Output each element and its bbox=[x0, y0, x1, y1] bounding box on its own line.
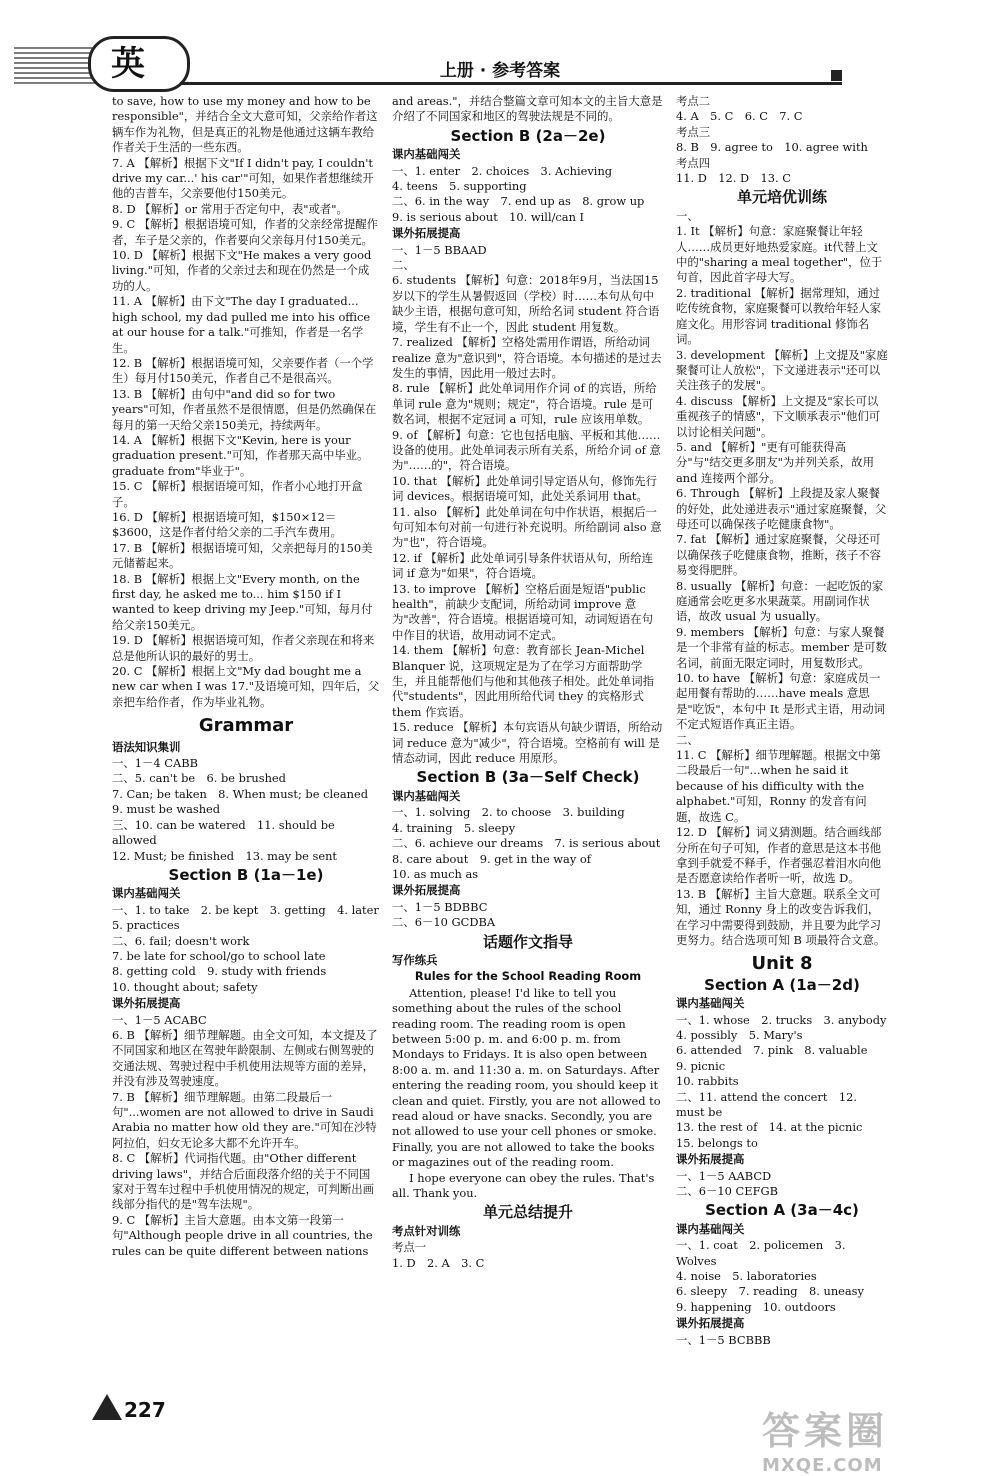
answer-item: 8. C 【解析】代词指代题。由"Other different driving laws"，并结合后面段落介绍的关于不同国家对于驾车过程中手机使用情况的规定，可判断出画线部分指代的是"驾车法规"。 bbox=[112, 1151, 374, 1212]
answer-line: 三、10. can be watered 11. should be allowed bbox=[112, 817, 335, 848]
section-heading: Section B (1a－1e) bbox=[168, 865, 324, 884]
answer-line: 考点三 bbox=[676, 124, 711, 139]
answer-line: 一、1. whose 2. trucks 3. anybody bbox=[676, 1012, 887, 1027]
answer-line: 一、1－5 BDBBC bbox=[392, 899, 488, 914]
answer-line: 15. belongs to bbox=[676, 1135, 758, 1150]
section-heading: 单元总结提升 bbox=[482, 1203, 573, 1222]
answer-line: 12. Must; be finished 13. may be sent bbox=[112, 848, 337, 863]
answer-item: 9. C 【解析】主旨大意题。由本文第一段第一句"Although people drive in all countries, the rules can be quite different between nations bbox=[112, 1212, 373, 1258]
answer-item: 12. B 【解析】根据语境可知，父亲要作者（一个学生）每月付150美元，作者自己不是很高兴。 bbox=[112, 355, 374, 386]
answer-item: 14. A 【解析】根据下文"Kevin, here is your graduation present."可知，作者那天高中毕业。graduate from"毕业于"。 bbox=[112, 432, 369, 478]
subheading: 课外拓展提高 bbox=[392, 226, 461, 241]
column-right bbox=[676, 94, 888, 1348]
answer-line: 9. must be washed bbox=[112, 802, 221, 817]
answer-line: 一、 bbox=[676, 208, 699, 223]
answer-item: 13. B 【解析】主旨大意题。联系全文可知，通过 Ronny 身上的改变告诉我们，在学习中需要得到鼓励，并且要为此学习更努力。结合选项可知 B 项最符合文意。 bbox=[676, 886, 886, 947]
answer-item: 7. B 【解析】细节理解题。由第二段最后一句"...women are not allowed to drive in Saudi Arabia no matter how old they are."可知在沙特阿拉伯，妇女无论多大都不允许开车。 bbox=[112, 1089, 377, 1150]
page-title: 上册 · 参考答案 bbox=[439, 61, 561, 81]
answer-item: 3. development 【解析】上文提及"家庭聚餐可让人放松"，下文递进表示"还可以关注孩子的发展"。 bbox=[676, 347, 888, 393]
subheading: 课内基础闯关 bbox=[392, 788, 461, 803]
answer-item: 16. D 【解析】根据语境可知，$150×12＝$3600，这是作者付给父亲的二手汽车费用。 bbox=[112, 509, 342, 540]
answer-item: 7. fat 【解析】通过家庭聚餐，父母还可以确保孩子吃健康食物，推断，孩子不容易变得肥胖。 bbox=[676, 532, 882, 578]
answer-item: 12. D 【解析】词义猜测题。结合画线部分所在句子可知，作者的意思是这本书他拿到手就爱不释手，作者强忍着泪水向他是否愿意读给作者听一听，故选 D。 bbox=[676, 825, 882, 886]
header-rule bbox=[180, 82, 842, 85]
answer-line: 二、6. fail; doesn't work bbox=[112, 933, 250, 948]
answer-line: 4. A 5. C 6. C 7. C bbox=[676, 109, 803, 124]
header-square-icon bbox=[831, 70, 842, 81]
column-middle bbox=[392, 94, 664, 1271]
answer-item: 10. to have 【解析】句意：家庭成员一起用餐有帮助的……have meals 意思是"吃饭"，本句中 It 是形式主语，用动词不定式短语作真正主语。 bbox=[676, 671, 886, 732]
answer-item: 11. A 【解析】由下文"The day I graduated... high school, my dad pulled me into his office at our house for a talk."可推知，作者是一名学生。 bbox=[112, 294, 371, 355]
unit-heading: Unit 8 bbox=[751, 953, 813, 975]
answer-item: 19. D 【解析】根据语境可知，作者父亲现在和将来总是他所认识的最好的男士。 bbox=[112, 633, 375, 663]
answer-line: 考点四 bbox=[676, 155, 711, 170]
answer-item: 8. usually 【解析】句意：一起吃饭的家庭通常会吃更多水果蔬菜。用副词作状语，故改 usual 为 usually。 bbox=[676, 578, 884, 624]
answer-line: 4. teens 5. supporting bbox=[392, 179, 527, 194]
answer-line: 11. D 12. D 13. C bbox=[676, 171, 791, 186]
answer-item: 13. to improve 【解析】空格后面是短语"public health"，前缺少支配词，所给动词 improve 意为"改善"，符合语境。根据语境可知，动词短语在句中作目的状语，故用动词不定式。 bbox=[392, 581, 654, 642]
answer-line: 5. practices bbox=[112, 918, 180, 933]
answer-line: 一、1－5 BCBBB bbox=[676, 1332, 771, 1347]
answer-line: 6. attended 7. pink 8. valuable 9. picnic bbox=[676, 1043, 879, 1073]
subheading: 课外拓展提高 bbox=[676, 1316, 745, 1331]
answer-line: 8. B 9. agree to 10. agree with bbox=[676, 140, 868, 155]
answer-item: 11. also 【解析】此处单词在句中作状语，根据后一句可知本句对前一句进行补充说明。所给副词 also 意为"也"，符合语境。 bbox=[392, 504, 662, 550]
answer-line: 二、 bbox=[392, 258, 415, 273]
answer-line: 13. the rest of 14. at the picnic bbox=[676, 1120, 863, 1135]
answer-item: 6. B 【解析】细节理解题。由全文可知，本文提及了不同国家和地区在驾驶年龄限制、左侧或右侧驾驶的交通法规、驾驶过程中手机使用法规等方面的差异，并没有涉及驾驶速度。 bbox=[112, 1027, 378, 1089]
subheading: 写作练兵 bbox=[392, 952, 438, 967]
answer-line: 二、6. achieve our dreams 7. is serious about bbox=[392, 836, 661, 851]
answer-list bbox=[112, 94, 380, 710]
answer-line: 一、1－5 AABCD bbox=[676, 1168, 772, 1183]
answer-line: 一、1. solving 2. to choose 3. building bbox=[392, 805, 625, 820]
subheading: 课内基础闯关 bbox=[392, 147, 461, 162]
page-header bbox=[0, 0, 1000, 92]
answer-item: 12. if 【解析】此处单词引导条件状语从句，所给连词 if 意为"如果"，符合语境。 bbox=[392, 550, 654, 581]
answer-item: 9. of 【解析】句意：它也包括电脑、平板和其他……设备的使用。此处单词表示所有关系，所给介词 of 意为"……的"，符合语境。 bbox=[392, 427, 661, 473]
answer-item: 13. B 【解析】由句中"and did so for two years"可知，作者虽然不是很情愿，但是仍然确保在每月的第一天给父亲150美元，持续两年。 bbox=[112, 386, 377, 432]
answer-item: 7. realized 【解析】空格处需用作谓语，所给动词 realize 意为"意识到"，符合语境。本句描述的是过去发生的事情，因此用一般过去时。 bbox=[392, 335, 662, 380]
answer-line: 4. noise 5. laboratories bbox=[676, 1269, 817, 1284]
answer-line: 考点二 bbox=[676, 94, 711, 108]
answer-item: 9. members 【解析】句意：与家人聚餐是一个非常有益的标志。member 是可数名词，前面无限定词时，用复数形式。 bbox=[676, 624, 887, 670]
answer-item: 11. C 【解析】细节理解题。根据文中第二段最后一句"...when he said it because of his difficulty with the alphabet."可知，Ronny 的发音有问题，故选 C。 bbox=[676, 748, 881, 824]
subheading: 课内基础闯关 bbox=[676, 1221, 745, 1236]
subheading: 课内基础闯关 bbox=[676, 996, 745, 1011]
answer-line: 8. care about 9. get in the way of bbox=[392, 851, 591, 866]
subject-logo: 英 bbox=[88, 36, 190, 92]
answer-line: 6. sleepy 7. reading 8. uneasy bbox=[676, 1284, 864, 1299]
answer-item: 7. A 【解析】根据下文"If I didn't pay, I couldn't drive my car...' his car'"可知，如果作者想继续开他的吉普车，父亲要他付150美元。 bbox=[112, 155, 374, 201]
answer-item: 9. C 【解析】根据语境可知，作者的父亲经常提醒作者，车子是父亲的，作者要向父亲每月付150美元。 bbox=[112, 217, 379, 247]
answer-line: 一、1. to take 2. be kept 3. getting 4. later bbox=[112, 902, 379, 917]
answer-line: 1. D 2. A 3. C bbox=[392, 1255, 485, 1270]
answer-line: 二、6－10 CEFGB bbox=[676, 1184, 778, 1199]
answer-line: 4. training 5. sleepy bbox=[392, 820, 516, 835]
answer-item: 15. reduce 【解析】本句宾语从句缺少谓语，所给动词 reduce 意为"减少"，符合语境。空格前有 will 是情态动词，因此 reduce 用原形。 bbox=[392, 720, 663, 766]
answer-line: 考点一 bbox=[392, 1240, 427, 1255]
answer-item: 18. B 【解析】根据上文"Every month, on the first day, he asked me to... him $150 if I wanted to keep driving my Jeep."可知，每月付给父亲150美元。 bbox=[112, 571, 373, 632]
subheading: 课外拓展提高 bbox=[112, 996, 181, 1011]
answer-item: 10. that 【解析】此处单词引导定语从句，修饰先行词 devices。根据语境可知，此处关系词用 that。 bbox=[392, 473, 658, 504]
answer-line: 一、1. enter 2. choices 3. Achieving bbox=[392, 163, 613, 178]
answer-item: to save, how to use my money and how to be responsible"，并结合全文大意可知，父亲给作者这辆车作为礼物，但是真正的礼物是他通过这辆车教给作者关于生活的一些东西。 bbox=[112, 94, 378, 155]
answer-line: 二、11. attend the concert 12. must be bbox=[676, 1089, 857, 1119]
answer-item: 14. them 【解析】句意：教育部长 Jean-Michel Blanquer 说，这项规定是为了在学习方面帮助学生，并且能帮他们与他和其他孩子相处。此处单词指代"students"，因此用所给代词 they 的宾格形式 them 作宾语。 bbox=[392, 643, 654, 719]
section-heading: Section A (3a－4c) bbox=[705, 1201, 859, 1220]
answer-line: 二、6－10 GCDBA bbox=[392, 915, 496, 930]
answer-line: 二、6. in the way 7. end up as 8. grow up bbox=[392, 194, 645, 209]
answer-item: 4. discuss 【解析】上文提及"家长可以重视孩子的情感"，下文顺承表示"他们可以讨论相关问题"。 bbox=[676, 393, 881, 439]
section-heading: 话题作文指导 bbox=[482, 932, 573, 951]
answer-item: 1. It 【解析】句意：家庭聚餐让年轻人……成员更好地热爱家庭。it代替上文中的"sharing a meal together"，位于句首，因此首字母大写。 bbox=[676, 224, 883, 285]
answer-line: 二、5. can't be 6. be brushed bbox=[112, 771, 286, 786]
answer-item: 10. D 【解析】根据下文"He makes a very good living."可知，作者的父亲过去和现在仍然是一个成功的人。 bbox=[112, 248, 372, 293]
watermark-url: MXQE.COM bbox=[762, 1455, 883, 1476]
answer-item: 5. and 【解析】"更有可能获得高分"与"结交更多朋友"为并列关系，故用 and 连接两个部分。 bbox=[676, 439, 874, 485]
answer-line: 7. be late for school/go to school late bbox=[112, 948, 326, 963]
answer-line: 4. possibly 5. Mary's bbox=[676, 1027, 803, 1042]
answer-item: 15. C 【解析】根据语境可知，作者小心地打开盒子。 bbox=[112, 479, 363, 509]
answer-line: 10. rabbits bbox=[676, 1074, 739, 1089]
answer-item: 17. B 【解析】根据语境可知，父亲把每月的150美元储蓄起来。 bbox=[112, 540, 373, 571]
answer-item: 20. C 【解析】根据上文"My dad bought me a new car when I was 17."及语境可知，四年后，父亲把车给作者，作为毕业礼物。 bbox=[112, 664, 380, 709]
section-heading: Section A (1a－2d) bbox=[704, 975, 860, 994]
answer-item: 8. rule 【解析】此处单词用作介词 of 的宾语，所给单词 rule 意为"规则；规定"，符合语境。rule 是可数名词，根据不定冠词 a 可知，rule 应该用单数。 bbox=[392, 381, 657, 427]
subheading: 课外拓展提高 bbox=[392, 883, 461, 898]
section-heading: Section B (2a－2e) bbox=[450, 126, 606, 145]
answer-item: 8. D 【解析】or 常用于否定句中，表"或者"。 bbox=[112, 201, 348, 216]
answer-line: 10. as much as bbox=[392, 866, 479, 881]
answer-line: 一、1－5 ACABC bbox=[112, 1012, 207, 1027]
section-heading: Section B (3a－Self Check) bbox=[416, 768, 640, 787]
essay-body: I hope everyone can obey the rules. That's all. Thank you. bbox=[392, 1170, 655, 1201]
answer-item: 6. students 【解析】句意：2018年9月，当法国15岁以下的学生从暑假返回（学校）时……本句从句中缺少主语，根据句意可知，所给名词 student 符合语境，学生有不止一个，因此 student 用复数。 bbox=[392, 273, 660, 334]
page-number: 227 bbox=[124, 1398, 166, 1422]
answer-item: and areas."，并结合整篇文章可知本文的主旨大意是介绍了不同国家和地区的驾驶法规是不同的。 bbox=[392, 94, 663, 124]
answer-item: 2. traditional 【解析】据常理知，通过吃传统食物，家庭聚餐可以教给年轻人家庭文化。用形容词 traditional 修饰名词。 bbox=[676, 285, 882, 347]
watermark bbox=[762, 1400, 982, 1476]
page-triangle-icon bbox=[92, 1394, 122, 1420]
answer-item: 6. Through 【解析】上段提及家人聚餐的好处，此处递进表示"通过家庭聚餐，父母还可以确保孩子吃健康食物"。 bbox=[676, 486, 887, 531]
watermark-text: 答案圈 bbox=[762, 1409, 889, 1453]
answer-line: 二、 bbox=[676, 732, 699, 747]
answer-line: 一、1－4 CABB bbox=[112, 756, 198, 771]
answer-line: 9. is serious about 10. will/can I bbox=[392, 209, 585, 224]
subheading: 课外拓展提高 bbox=[676, 1152, 745, 1167]
subheading: 语法知识集训 bbox=[112, 739, 181, 754]
answer-line: 一、1－5 BBAAD bbox=[392, 242, 487, 257]
subheading: 课内基础闯关 bbox=[112, 886, 181, 901]
answer-line: 一、1. coat 2. policemen 3. Wolves bbox=[676, 1238, 846, 1268]
column-left bbox=[112, 94, 380, 1259]
essay-body: Attention, please! I'd like to tell you something about the rules of the school reading room. The reading room is open between 5:00 p. m. and 6:00 p. m. from Mondays to Fridays. It is also open between 8:00 a. m. and 11:30 a. m. on Saturdays. After entering the reading room, you should keep it clean and quiet. Firstly, you are not allowed to read aloud or have snacks. Secondly, you are not allowed to use your cell phones or smoke. Finally, you are not allowed to take the books or magazines out of the reading room. bbox=[392, 985, 661, 1170]
answer-line: 8. getting cold 9. study with friends bbox=[112, 964, 327, 979]
subheading: 考点针对训练 bbox=[392, 1223, 461, 1238]
section-heading-grammar: Grammar bbox=[198, 715, 294, 737]
answer-line: 10. thought about; safety bbox=[112, 979, 258, 994]
answer-line: 7. Can; be taken 8. When must; be cleaned bbox=[112, 786, 369, 801]
answer-line: 9. happening 10. outdoors bbox=[676, 1299, 836, 1314]
section-heading: 单元培优训练 bbox=[736, 188, 827, 207]
essay-title: Rules for the School Reading Room bbox=[414, 969, 642, 984]
